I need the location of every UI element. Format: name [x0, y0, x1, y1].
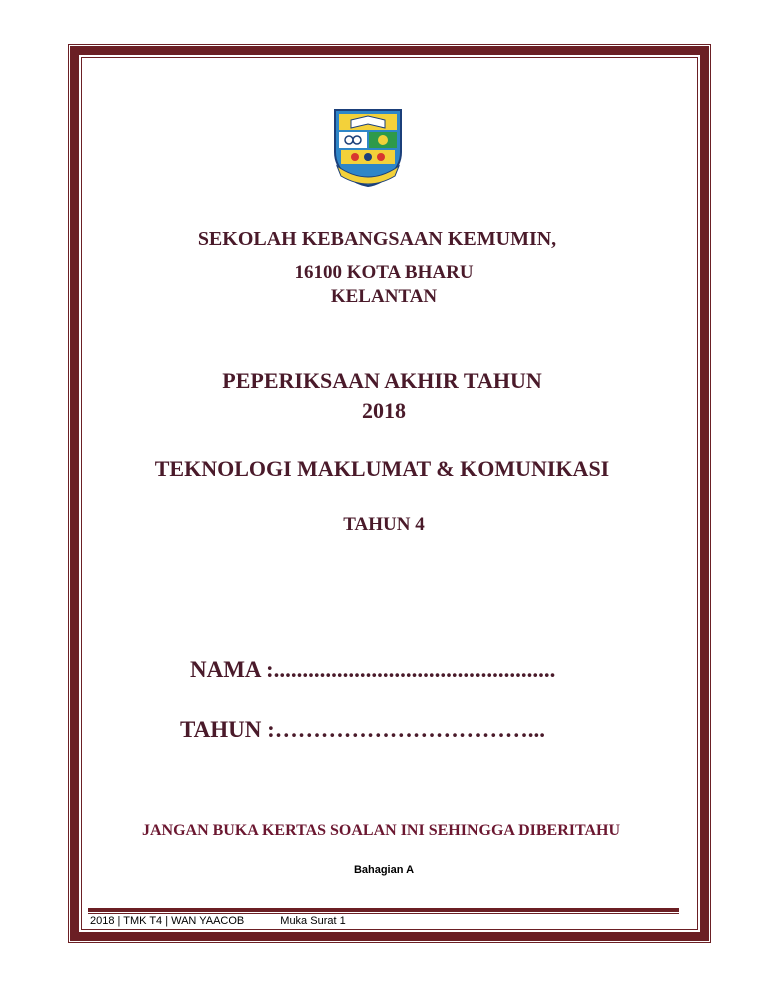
exam-subject: TEKNOLOGI MAKLUMAT & KOMUNIKASI — [154, 456, 610, 481]
footer-info: 2018 | TMK T4 | WAN YAACOB — [90, 915, 245, 927]
page-footer — [90, 915, 346, 927]
footer-divider — [88, 908, 679, 912]
year-field: TAHUN :……………………………... — [180, 717, 546, 742]
exam-title: PEPERIKSAAN AKHIR TAHUN — [222, 368, 542, 393]
warning-notice: JANGAN BUKA KERTAS SOALAN INI SEHINGGA DIBERITAHU — [141, 822, 621, 839]
school-state: KELANTAN — [330, 286, 438, 307]
school-name: SEKOLAH KEBANGSAAN KEMUMIN, — [197, 228, 557, 250]
exam-level: TAHUN 4 — [343, 514, 425, 535]
footer-page-number: Muka Surat 1 — [280, 915, 346, 927]
school-crest-logo — [329, 104, 407, 188]
name-field: NAMA :................................................. — [190, 657, 556, 682]
exam-year: 2018 — [362, 398, 406, 423]
school-postcode-city: 16100 KOTA BHARU — [294, 262, 474, 283]
footer-divider-thin — [88, 913, 679, 914]
section-label: Bahagian A — [353, 864, 415, 876]
